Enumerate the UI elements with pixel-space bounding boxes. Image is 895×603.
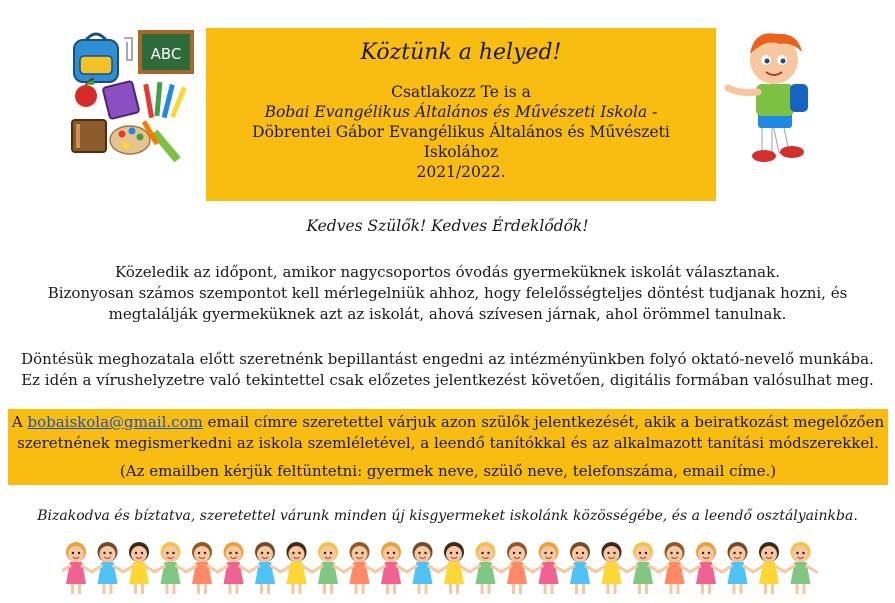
school-supplies-icon xyxy=(66,28,196,167)
contact-box xyxy=(8,409,888,485)
decision-line-2: Ez idén a vírushelyzetre való tekintettel csak előzetes jelentkezést követően, digitális formában valósulhat meg. xyxy=(21,371,874,389)
closing-line: Bizakodva és bíztatva, szeretettel várunk minden új kisgyermeket iskolánk közösségébe, és a leendő osztályainkba. xyxy=(37,508,858,524)
contact-line-2: szeretnének megismerkedni az iskola szemléletével, a leendő tanítókkal és az alkalmazott tanítási módszerekkel. xyxy=(17,434,879,452)
greeting: Kedves Szülők! Kedves Érdeklődők! xyxy=(306,217,589,235)
child-figure xyxy=(564,542,596,594)
child-figure xyxy=(722,542,754,594)
school-name-line: Bobai Evangélikus Általános és Művészeti Iskola - xyxy=(264,103,658,121)
child-figure xyxy=(596,542,628,594)
header-box xyxy=(206,28,716,201)
email-link[interactable]: bobaiskola@gmail.com xyxy=(27,413,203,431)
child-figure xyxy=(281,542,313,594)
child-figure xyxy=(470,542,502,594)
cartoon-boy-icon xyxy=(720,28,830,172)
child-figure xyxy=(627,542,659,594)
child-figure xyxy=(533,542,565,594)
child-figure xyxy=(312,542,344,594)
child-figure xyxy=(123,542,155,594)
child-figure xyxy=(501,542,533,594)
child-figure xyxy=(753,542,785,594)
contact-line-1 xyxy=(8,412,888,433)
child-figure xyxy=(659,542,691,594)
email-note: (Az emailben kérjük feltüntetni: gyermek neve, szülő neve, telefonszáma, email címe.) xyxy=(119,462,777,480)
intro-line-3: megtalálják gyermeküknek azt az iskolát, ahová szívesen járnak, ahol örömmel tanulnak. xyxy=(108,305,787,323)
contact-prefix: A xyxy=(11,413,28,431)
school-name-line-3: Iskolához xyxy=(423,143,499,161)
child-figure xyxy=(438,542,470,594)
intro-line-2: Bizonyosan számos szempontot kell mérlegelniük ahhoz, hogy felelősségteljes döntést tudjanak hozni, és xyxy=(47,284,848,302)
child-figure xyxy=(218,542,250,594)
decision-line-1: Döntésük meghozatala előtt szeretnénk bepillantást engedni az intézményünkben folyó oktató-nevelő munkába. xyxy=(21,350,874,368)
child-figure xyxy=(375,542,407,594)
school-name-line-2: Döbrentei Gábor Evangélikus Általános és Művészeti xyxy=(252,123,670,141)
child-figure xyxy=(62,542,92,594)
intro-paragraph xyxy=(0,262,895,325)
intro-line-1: Közeledik az időpont, amikor nagycsoportos óvodás gyermeküknek iskolát választanak. xyxy=(115,263,780,281)
contact-line-1-rest: email címre szeretettel várjuk azon szülők jelentkezését, akik a beiratkozást megelőzően xyxy=(202,413,885,431)
child-figure xyxy=(344,542,376,594)
child-figure xyxy=(155,542,187,594)
decision-paragraph xyxy=(0,349,895,391)
child-figure xyxy=(92,542,124,594)
child-figure xyxy=(785,542,817,594)
child-figure xyxy=(249,542,281,594)
header-title: Köztünk a helyed! xyxy=(360,40,562,65)
chalkboard-letters: ABC xyxy=(150,45,182,63)
child-figure xyxy=(407,542,439,594)
child-figure xyxy=(690,542,722,594)
header-line-1: Csatlakozz Te is a xyxy=(391,83,531,101)
school-year: 2021/2022. xyxy=(416,163,506,181)
child-figure xyxy=(186,542,218,594)
children-holding-hands-icon xyxy=(62,538,832,602)
